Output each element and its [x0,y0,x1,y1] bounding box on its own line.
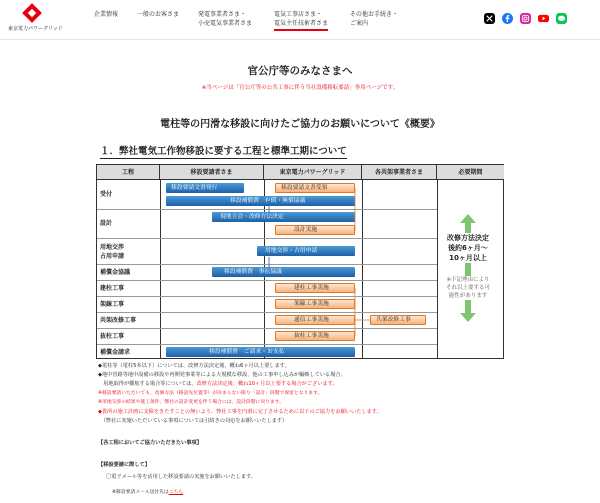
header-process: 工程 [97,165,160,180]
header-tepco: 東京電力パワーグリッド [264,165,362,180]
bar-removal: 抜柱工事実施 [275,331,355,341]
request-heading: 【移設要請に際して】 [98,462,150,468]
page-subtitle: 電柱等の円滑な移設に向けたご協力のお願いについて《概要》 [160,119,440,130]
logo-text: 東京電力パワーグリッド [8,26,63,32]
bar-accept-doc: 移設要請文書受領 [275,183,355,193]
required-period-main: 改修方法決定 後約6ヶ月～ 10ヶ月以上 [441,233,495,263]
footnote [98,381,338,388]
row-label-wire: 架線工事 [100,301,125,308]
footnote-text: 用地取得が難航する場合等については、 [98,381,197,387]
nav-electricians[interactable]: 電気工事店さま・ 電気主任技術者さま [274,10,328,31]
site-header [0,0,600,40]
required-period-note: ※下記理由により それ以上要する可 能性があります [441,276,495,300]
row-label-billing: 補償金請求 [100,349,131,356]
bar-comm: 通信工事実施 [275,315,355,325]
nav-other-procedures[interactable]: その他お手続き・ ご案内 [350,11,399,27]
bar-compensation-type: 移設補償費 有償・無償協議 [166,196,355,206]
bar-land: 用地交渉・占用申請 [257,246,355,256]
cooperation-heading: 【各工程においてご協力いただきたい事項】 [98,440,202,446]
logo-mark [22,3,42,23]
footnote: ※移設要請いただいても、改修方法（移設先位置等）が決まらない限り「設計」段階で保留となります。 [98,391,323,396]
email-note-text: ※移設要請メール送付先は [112,490,169,495]
bar-site-meeting: 現地立会・改修方法決定 [212,212,355,222]
footnote: ◆電柱等（電柱5本以下）については、改修方法決定後、概ね6ヶ月以上要します。 [98,363,290,369]
header-required-period: 必要期間 [437,165,504,180]
header-requester: 移設要請者さま [160,165,264,180]
bar-shared-modification: 共架改修工事 [370,315,426,325]
bar-design: 設計実施 [275,225,355,235]
email-note [112,489,183,496]
row-label-compensation: 補償金協議 [100,269,131,276]
row-label-land: 用地交渉 占用申請 [100,244,125,260]
period-arrow-heads [460,214,476,322]
footnote: ◆地中管路等地中設備の移設や再開発事業等による大規模な移設、他の工事申し込みが輻輳している場合、 [98,372,346,378]
x-icon[interactable] [484,13,495,24]
footnote: ※用地交渉の結果や施工条件、弊社の設計変更を伴う場合には、設計段階に戻ります。 [98,400,284,405]
row-label-shared: 共架改修工事 [100,317,137,324]
bar-pole: 建柱工事実施 [275,283,355,293]
nav-corporate[interactable]: 企業情報 [94,11,119,18]
company-logo[interactable] [8,6,63,34]
footnote: ◆貴所の施工計画に支障をきたすことの無いよう、弊社工事を円滑に完了させるために以下のご協力をお願いいたします。 [98,409,382,415]
bar-request-doc: 移設要請文書発行 [166,183,244,193]
bar-wire: 架線工事実施 [275,299,355,309]
facebook-icon[interactable] [502,13,513,24]
instagram-icon[interactable] [520,13,531,24]
line-icon[interactable] [556,13,567,24]
row-label-design: 設計 [100,220,113,227]
email-link[interactable]: こちら [168,490,184,495]
page-notice: ※当ページは「官公庁等の公共工事に伴う当社設備移転要請」専用ページです。 [201,85,399,91]
request-text: 〇電子メール等を活用した移設要請の実施をお願いいたします。 [106,474,256,480]
nav-general-customers[interactable]: 一般のお客さま [137,11,180,18]
youtube-icon[interactable] [538,13,549,24]
section-title: １．弊社電気工作物移設に要する工程と標準工期について [100,143,347,159]
nav-generators-retailers[interactable]: 発電事業者さま・ 小売電気事業者さま [198,11,253,27]
footnote-highlight: 改修方法決定後、概ね10ヶ月以上要する場合がございます。 [196,381,338,387]
bar-compensation-talk: 移設補償費 事前協議 [212,267,355,277]
header-shared-operators: 各共架事業者さま [362,165,437,180]
bar-billing: 移設補償費 ご請求・お支払 [166,347,355,357]
row-label-removal: 抜柱工事 [100,333,125,340]
row-label-pole: 建柱工事 [100,285,125,292]
row-label-reception: 受付 [100,191,113,198]
page-title: 官公庁等のみなさまへ [247,65,353,77]
footnote: （弊社に実施いただいている事項については引続きの対応をお願いいたします） [98,418,288,424]
